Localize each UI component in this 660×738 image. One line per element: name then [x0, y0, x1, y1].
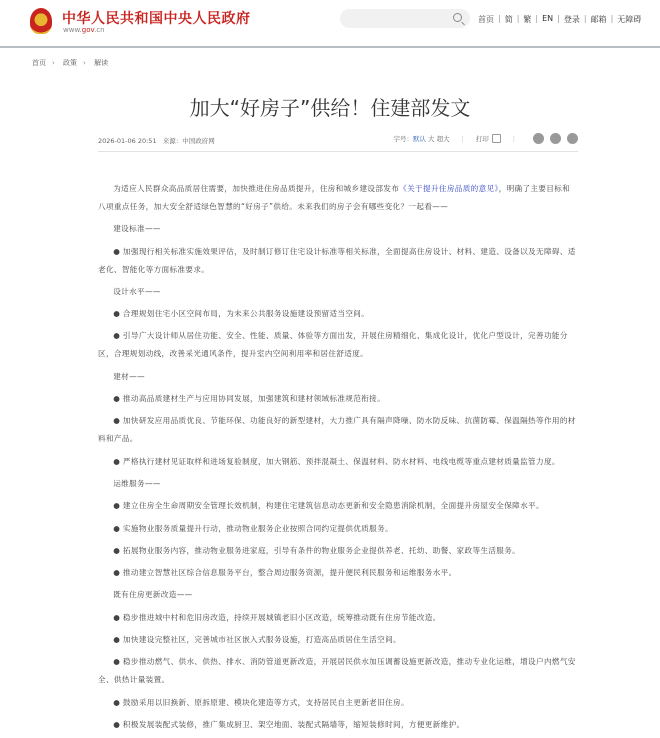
- top-nav: [478, 14, 641, 25]
- list-item: ● 加强现行相关标准实施效果评估，及时制订修订住宅设计标准等相关标准，全面提高住房设计、材料、建造、设备以及无障碍、适老化、智能化等方面标准要求。: [98, 246, 576, 274]
- list-item: ● 建立住房全生命周期安全管理长效机制，构建住宅建筑信息动态更新和安全隐患消除机制，全面提升房屋安全保障水平。: [113, 501, 544, 511]
- article-meta: 2026-01-06 20:51 来源：中国政府网 字号： 默认 大 超大 | 打印 |: [98, 136, 578, 145]
- list-item: ● 严格执行建材见证取样和进场复验制度，加大钢筋、预拌混凝土、保温材料、防水材料、电线电缆等重点建材质量监管力度。: [113, 456, 560, 466]
- nav-link[interactable]: 繁: [523, 15, 532, 24]
- section-heading: 既有住房更新改造——: [113, 590, 193, 600]
- font-default-button[interactable]: 默认: [412, 135, 426, 143]
- policy-link[interactable]: 《关于提升住房品质的意见》: [399, 184, 499, 193]
- divider: [98, 151, 578, 152]
- nav-link[interactable]: 无障碍: [617, 15, 642, 24]
- site-url: www.gov.cn: [63, 26, 105, 34]
- weibo-share-icon[interactable]: [533, 133, 544, 144]
- qzone-share-icon[interactable]: [567, 133, 578, 144]
- nav-separator: |: [535, 14, 539, 23]
- article-title: 加大“好房子”供给！住建部发文: [189, 96, 471, 120]
- font-large-button[interactable]: 大: [428, 135, 435, 143]
- list-item: ● 积极发展装配式装修，推广集成厨卫、架空地面、装配式隔墙等，缩短装修时间，方便更新维护。: [113, 719, 465, 729]
- print-button[interactable]: 打印: [475, 135, 489, 143]
- print-icon[interactable]: [492, 134, 501, 143]
- national-emblem-logo[interactable]: [30, 8, 52, 34]
- nav-separator: |: [610, 14, 614, 23]
- list-item: ● 拓展物业服务内容，推动物业服务进家庭，引导有条件的物业服务企业提供养老、托幼、助餐、家政等生活服务。: [113, 545, 521, 555]
- breadcrumb-home[interactable]: 首页: [32, 59, 46, 67]
- nav-link[interactable]: 简: [504, 15, 513, 24]
- list-item: ● 实施物业服务质量提升行动，推动物业服务企业按照合同约定提供优质服务。: [113, 523, 394, 533]
- site-header: [0, 0, 660, 48]
- nav-separator: |: [557, 14, 560, 23]
- nav-link[interactable]: 登录: [563, 15, 580, 24]
- search-icon[interactable]: [453, 13, 462, 22]
- font-xlarge-button[interactable]: 超大: [436, 135, 450, 143]
- publish-date: 2026-01-06 20:51: [98, 137, 157, 145]
- section-heading: 设计水平——: [113, 286, 161, 296]
- wechat-share-icon[interactable]: [550, 133, 561, 144]
- list-item: ● 推动高品质建材生产与应用协同发展，加强建筑和建材领域标准规范衔接。: [113, 394, 386, 404]
- nav-link[interactable]: EN: [542, 14, 554, 23]
- nav-separator: |: [498, 14, 501, 23]
- nav-separator: |: [583, 14, 587, 23]
- nav-link[interactable]: 首页: [478, 15, 494, 24]
- list-item: ● 鼓励采用以旧换新、原拆原建、模块化建造等方式，支持居民自主更新老旧住房。: [113, 697, 409, 707]
- section-heading: 运维服务——: [113, 478, 161, 488]
- source: 中国政府网: [182, 137, 215, 145]
- list-item: ● 推动建立智慧社区综合信息服务平台，整合周边服务资源，提升便民利民服务和运维服务水平。: [113, 568, 457, 578]
- section-heading: 建材——: [113, 371, 145, 381]
- search-input[interactable]: [340, 9, 470, 28]
- breadcrumb-interpretation[interactable]: 解读: [94, 59, 109, 67]
- nav-link[interactable]: 邮箱: [590, 15, 607, 24]
- article-body: [98, 180, 578, 738]
- section-heading: 建设标准——: [113, 224, 161, 234]
- nav-separator: |: [516, 14, 520, 23]
- breadcrumb-policy[interactable]: 政策: [63, 59, 78, 67]
- list-item: ● 引导广大设计师从居住功能、安全、性能、质量、体验等方面出发，开展住房精细化、集成化设计，优化户型设计，完善功能分区，合理规划动线，改善采光通风条件，提升室内空间利用率和居住舒适度。: [98, 331, 568, 359]
- intro-paragraph: 为适应人民群众高品质居住需要，加快推进住房品质提升，住房和城乡建设部发布《关于提升住房品质的意见》，明确了主要目标和八项重点任务，加大安全舒适绿色智慧的“好房子”供给。未来我们的房子会有哪些变化？一起看——: [98, 184, 571, 211]
- breadcrumb: 首页 › 政策 › 解读: [32, 59, 109, 67]
- list-item: ● 稳步推进城中村和危旧房改造，持续开展城镇老旧小区改造，统筹推动既有住房节能改造。: [113, 612, 441, 622]
- list-item: ● 加快建设完整社区，完善城市社区嵌入式服务设施，打造高品质居住生活空间。: [113, 635, 401, 645]
- list-item: ● 加快研发应用品质优良、节能环保、功能良好的新型建材，大力推广具有隔声降噪、防水防反味、抗菌防霉、保温隔热等作用的材料和产品。: [98, 416, 576, 444]
- list-item: ● 稳步推动燃气、供水、供热、排水、消防管道更新改造，开展居民供水加压调蓄设施更新改造，推动专业化运维，增设户内燃气安全、供热计量装置。: [98, 657, 576, 685]
- list-item: ● 合理规划住宅小区空间布局，为未来公共服务设施建设预留适当空间。: [113, 309, 370, 319]
- site-name[interactable]: 中华人民共和国中央人民政府: [62, 11, 251, 27]
